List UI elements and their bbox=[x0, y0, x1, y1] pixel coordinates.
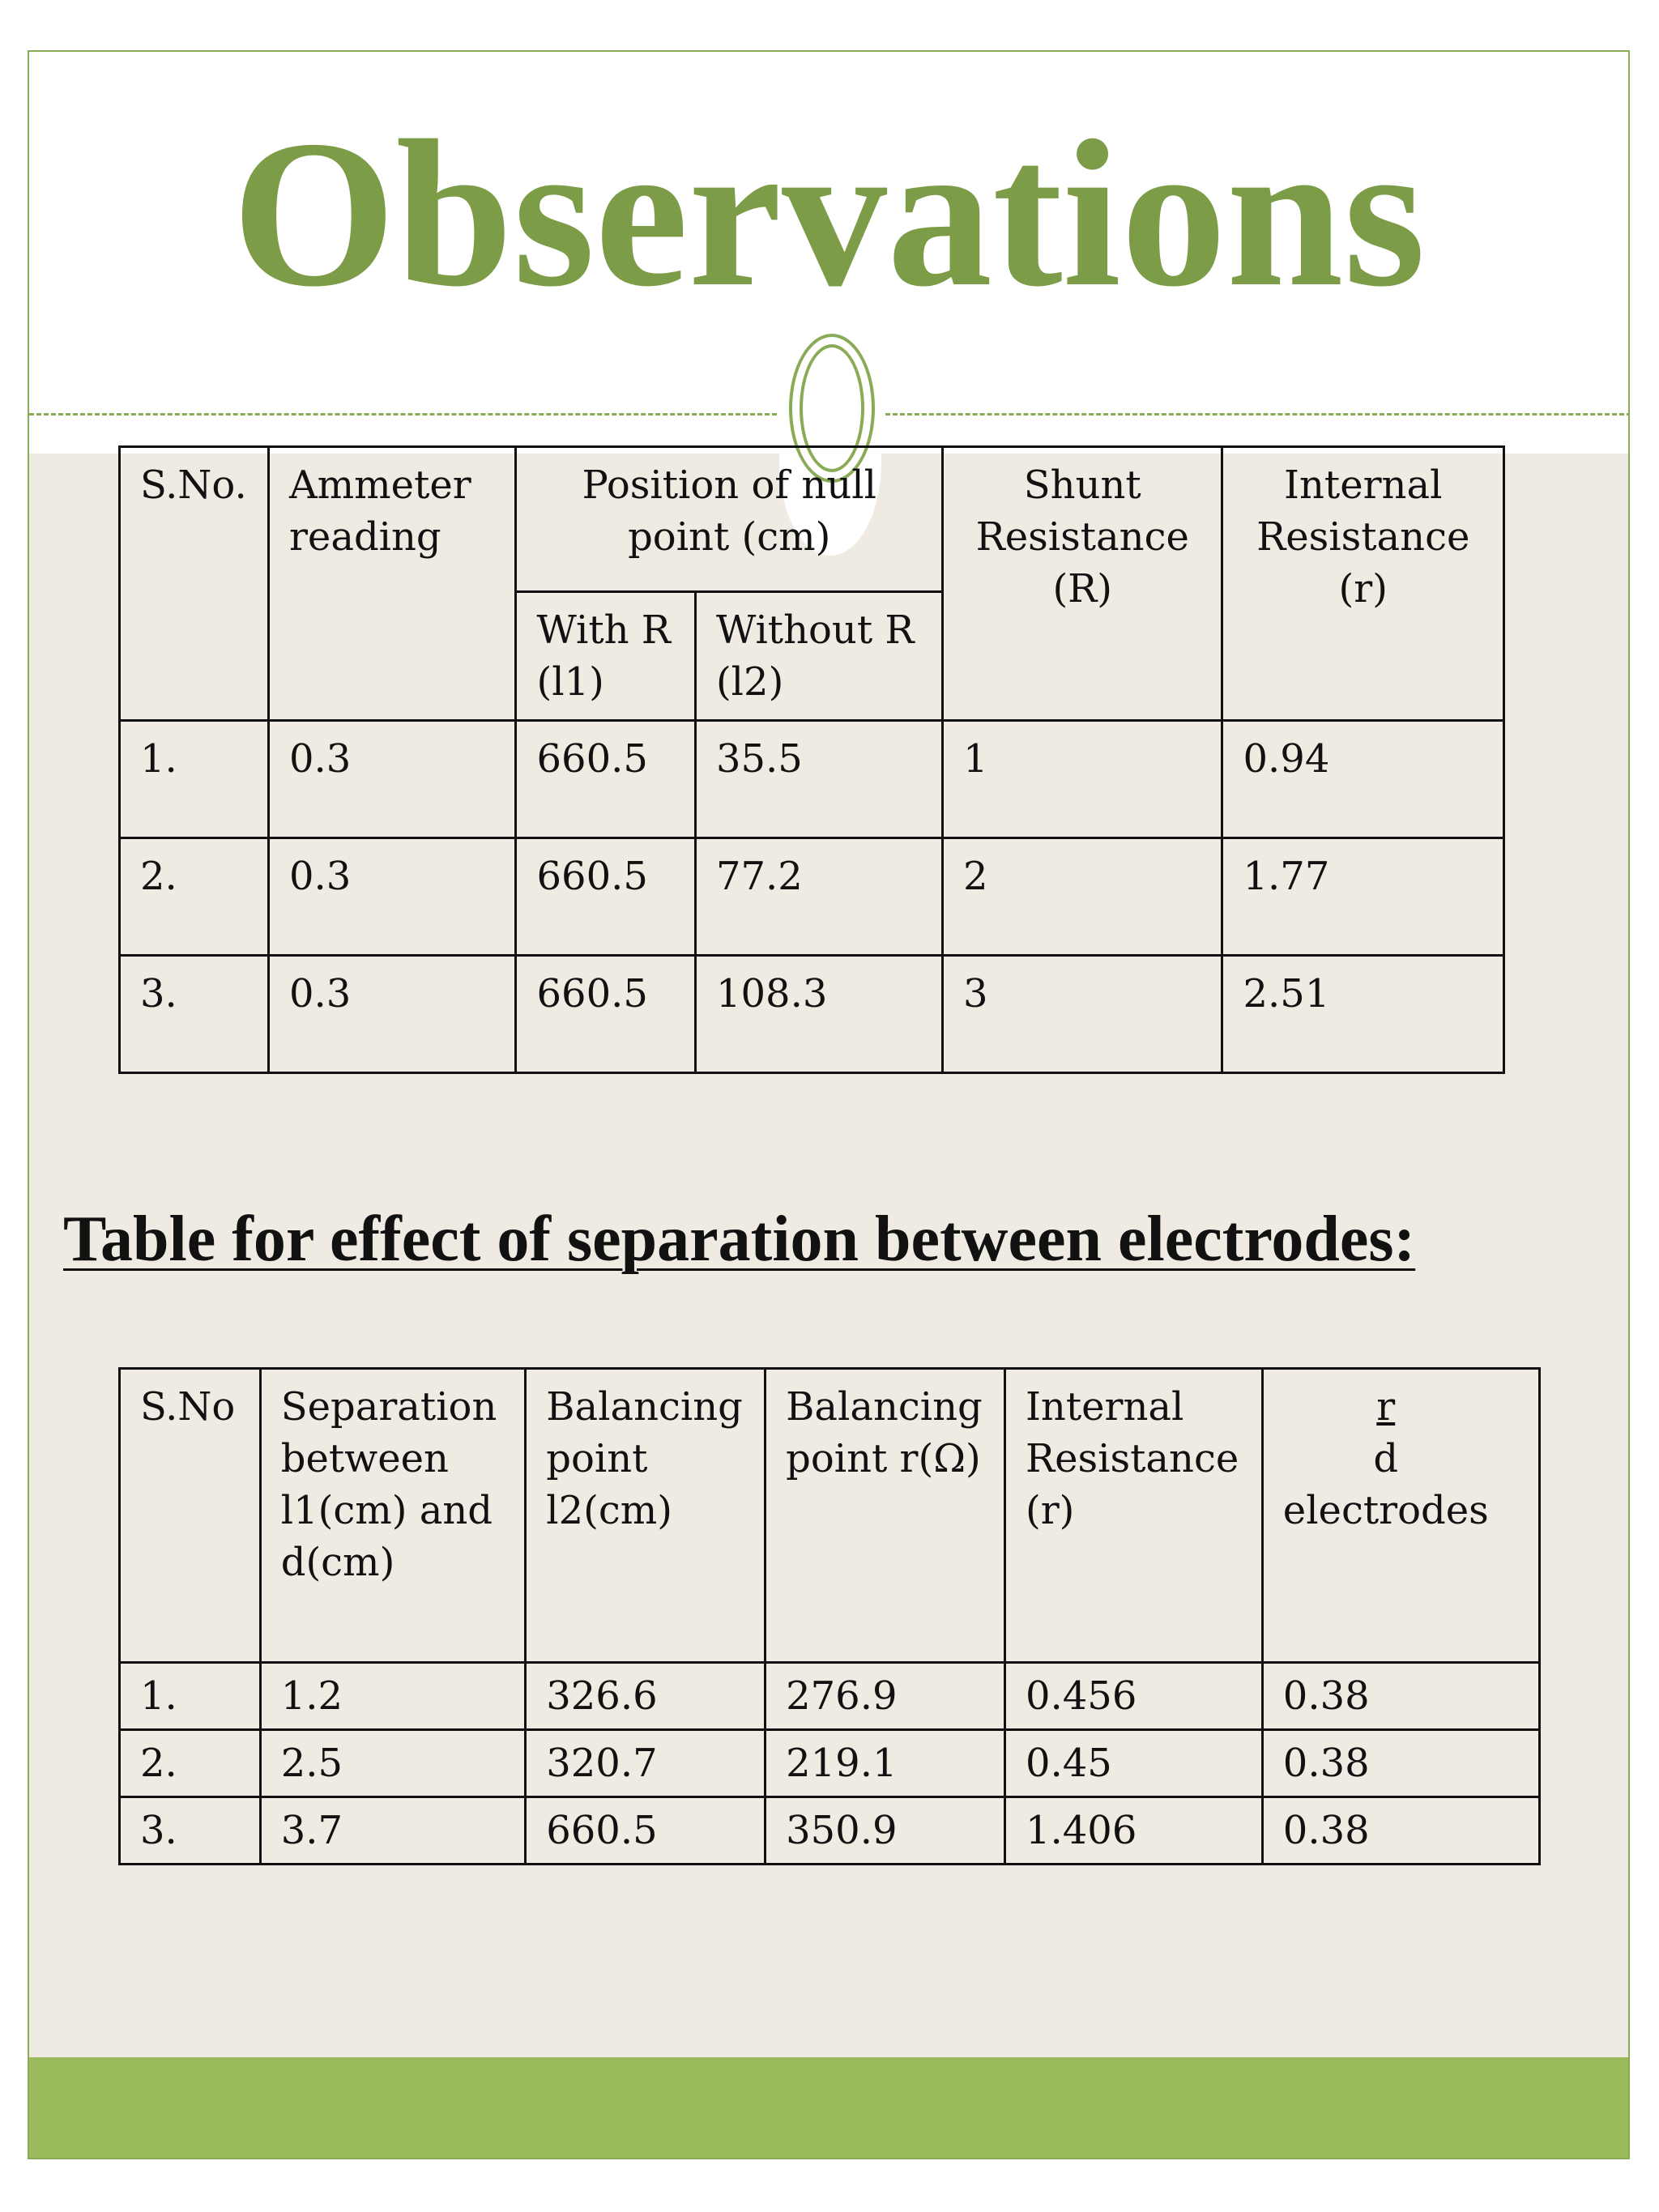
ratio-denominator: d bbox=[1373, 1436, 1399, 1481]
cell-internal: 1.406 bbox=[1004, 1797, 1262, 1865]
table-row bbox=[120, 1797, 1540, 1865]
cell-l2: 660.5 bbox=[526, 1797, 766, 1865]
header-without-r: Without R (l2) bbox=[695, 592, 942, 721]
cell-with-r: 660.5 bbox=[516, 838, 695, 956]
ratio-fraction bbox=[1283, 1381, 1489, 1536]
table-row bbox=[120, 956, 1504, 1073]
cell-sno: 3. bbox=[120, 1797, 261, 1865]
separation-table bbox=[118, 1367, 1541, 1865]
cell-without-r: 77.2 bbox=[695, 838, 942, 956]
cell-internal: 0.94 bbox=[1222, 721, 1504, 838]
cell-separation: 3.7 bbox=[260, 1797, 526, 1865]
cell-ammeter: 0.3 bbox=[268, 956, 516, 1073]
cell-separation: 1.2 bbox=[260, 1663, 526, 1730]
cell-ratio: 0.38 bbox=[1262, 1663, 1539, 1730]
cell-shunt: 2 bbox=[942, 838, 1222, 956]
table-header-row bbox=[120, 447, 1504, 592]
header-separation: Separation between l1(cm) and d(cm) bbox=[260, 1369, 526, 1663]
header-shunt-resistance: Shunt Resistance (R) bbox=[942, 447, 1222, 721]
cell-ratio: 0.38 bbox=[1262, 1730, 1539, 1797]
section-heading: Table for effect of separation between electrodes: bbox=[63, 1204, 1416, 1275]
cell-r: 219.1 bbox=[766, 1730, 1005, 1797]
cell-sno: 3. bbox=[120, 956, 269, 1073]
table-row bbox=[120, 838, 1504, 956]
header-with-r: With R (l1) bbox=[516, 592, 695, 721]
cell-shunt: 1 bbox=[942, 721, 1222, 838]
cell-internal: 2.51 bbox=[1222, 956, 1504, 1073]
cell-separation: 2.5 bbox=[260, 1730, 526, 1797]
header-ratio bbox=[1262, 1369, 1539, 1663]
header-balancing-l2: Balancing point l2(cm) bbox=[526, 1369, 766, 1663]
cell-ammeter: 0.3 bbox=[268, 721, 516, 838]
ratio-numerator: r bbox=[1376, 1384, 1396, 1430]
header-ammeter-reading: Ammeter reading bbox=[268, 447, 516, 721]
cell-shunt: 3 bbox=[942, 956, 1222, 1073]
dashed-divider-left bbox=[29, 413, 777, 416]
cell-r: 350.9 bbox=[766, 1797, 1005, 1865]
table-row bbox=[120, 721, 1504, 838]
cell-l2: 320.7 bbox=[526, 1730, 766, 1797]
cell-internal: 1.77 bbox=[1222, 838, 1504, 956]
cell-ammeter: 0.3 bbox=[268, 838, 516, 956]
cell-r: 276.9 bbox=[766, 1663, 1005, 1730]
header-sno: S.No. bbox=[120, 447, 269, 721]
cell-sno: 1. bbox=[120, 721, 269, 838]
header-null-point: Position of null point (cm) bbox=[516, 447, 943, 592]
cell-with-r: 660.5 bbox=[516, 721, 695, 838]
slide-title: Observations bbox=[232, 97, 1426, 330]
footer-bar bbox=[29, 2057, 1628, 2158]
table-row bbox=[120, 1663, 1540, 1730]
header-internal-resistance: Internal Resistance (r) bbox=[1004, 1369, 1262, 1663]
cell-internal: 0.456 bbox=[1004, 1663, 1262, 1730]
table-header-row bbox=[120, 1369, 1540, 1663]
cell-l2: 326.6 bbox=[526, 1663, 766, 1730]
cell-sno: 2. bbox=[120, 838, 269, 956]
cell-with-r: 660.5 bbox=[516, 956, 695, 1073]
cell-sno: 2. bbox=[120, 1730, 261, 1797]
cell-without-r: 108.3 bbox=[695, 956, 942, 1073]
cell-internal: 0.45 bbox=[1004, 1730, 1262, 1797]
dashed-divider-right bbox=[885, 413, 1630, 416]
cell-sno: 1. bbox=[120, 1663, 261, 1730]
cell-without-r: 35.5 bbox=[695, 721, 942, 838]
table-row bbox=[120, 1730, 1540, 1797]
header-balancing-r: Balancing point r(Ω) bbox=[766, 1369, 1005, 1663]
header-internal-resistance: Internal Resistance (r) bbox=[1222, 447, 1504, 721]
observations-table bbox=[118, 445, 1505, 1074]
cell-ratio: 0.38 bbox=[1262, 1797, 1539, 1865]
ratio-suffix: electrodes bbox=[1282, 1488, 1489, 1533]
header-sno: S.No bbox=[120, 1369, 261, 1663]
